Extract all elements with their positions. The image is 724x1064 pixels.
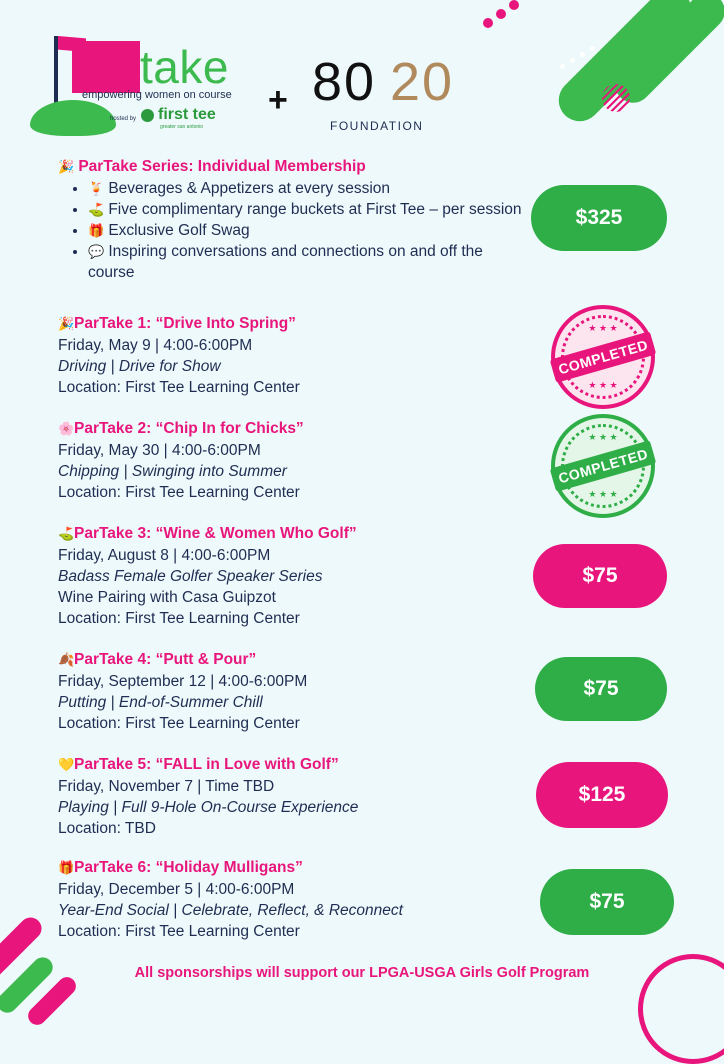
membership-section <box>58 156 528 283</box>
perk-text: Exclusive Golf Swag <box>108 222 250 239</box>
event-title-text: ParTake 1: “Drive Into Spring” <box>74 315 296 332</box>
logo-hosted-by: hosted by <box>110 116 137 122</box>
event-theme: Year-End Social | Celebrate, Reflect, & Reconnect <box>58 902 403 919</box>
logo-brand-part1: par <box>72 41 140 93</box>
event-extra: Wine Pairing with Casa Guipzot <box>58 589 276 606</box>
leaves-icon: 🍂 <box>58 652 75 667</box>
party-icon: 🎉 <box>58 316 75 331</box>
event-date: Friday, December 5 | 4:00-6:00PM <box>58 881 295 898</box>
event-location: Location: First Tee Learning Center <box>58 715 300 732</box>
event-4 <box>58 649 307 734</box>
event-date: Friday, September 12 | 4:00-6:00PM <box>58 673 308 690</box>
membership-title <box>58 156 528 178</box>
event-title <box>58 523 357 545</box>
first-tee-icon <box>141 109 154 122</box>
event-title-text: ParTake 6: “Holiday Mulligans” <box>74 859 303 876</box>
list-item <box>88 241 528 283</box>
event-location: Location: First Tee Learning Center <box>58 484 300 501</box>
event-3-price-button[interactable]: $75 <box>533 544 667 608</box>
event-title <box>58 418 304 440</box>
event-3 <box>58 523 357 629</box>
event-theme: Badass Female Golfer Speaker Series <box>58 568 323 585</box>
speech-bubble-icon: 💬 <box>88 244 105 259</box>
event-theme: Driving | Drive for Show <box>58 358 221 375</box>
event-theme: Playing | Full 9-Hole On-Course Experience <box>58 799 359 816</box>
logo-tagline: empowering women on course <box>82 89 232 101</box>
membership-title-text: ParTake Series: Individual Membership <box>78 158 366 175</box>
decor-striped-circle <box>602 84 630 112</box>
event-theme: Putting | End-of-Summer Chill <box>58 694 263 711</box>
event-date: Friday, November 7 | Time TBD <box>58 778 275 795</box>
plus-sign: + <box>268 81 288 119</box>
stars-icon: ★ ★ ★ <box>588 432 618 442</box>
event-5 <box>58 754 358 839</box>
event-5-price-button[interactable]: $125 <box>536 762 668 828</box>
membership-price-button[interactable]: $325 <box>531 185 667 251</box>
footer-note: All sponsorships will support our LPGA-USGA Girls Golf Program <box>134 965 590 981</box>
event-title <box>58 649 307 671</box>
completed-stamp <box>551 414 655 518</box>
event-date: Friday, May 9 | 4:00-6:00PM <box>58 337 253 354</box>
flower-icon: 🌸 <box>58 421 75 436</box>
event-6-price-button[interactable]: $75 <box>540 869 674 935</box>
event-title <box>58 313 300 335</box>
event-location: Location: First Tee Learning Center <box>58 923 300 940</box>
gift-icon: 🎁 <box>58 860 75 875</box>
event-4-price-button[interactable]: $75 <box>535 657 667 721</box>
perk-text: Inspiring conversations and connections on and off the course <box>88 243 483 281</box>
first-tee-subtitle: greater san antonio <box>160 124 204 130</box>
stamp-label: COMPLETED <box>550 440 657 492</box>
foundation-number-80: 80 <box>312 52 377 112</box>
list-item <box>88 199 528 220</box>
event-2 <box>58 418 304 503</box>
first-tee-logo: first tee <box>158 106 216 123</box>
completed-stamp <box>551 305 655 409</box>
foundation-label: FOUNDATION <box>330 119 424 133</box>
event-title-text: ParTake 4: “Putt & Pour” <box>74 651 257 668</box>
stars-icon: ★ ★ ★ <box>588 489 618 499</box>
list-item <box>88 178 528 199</box>
golf-flag-icon: ⛳ <box>58 526 75 541</box>
event-title <box>58 754 358 776</box>
event-date: Friday, August 8 | 4:00-6:00PM <box>58 547 271 564</box>
event-location: Location: First Tee Learning Center <box>58 379 300 396</box>
event-location: Location: TBD <box>58 820 156 837</box>
stars-icon: ★ ★ ★ <box>588 380 618 390</box>
golf-flag-icon: ⛳ <box>88 202 105 217</box>
event-title-text: ParTake 2: “Chip In for Chicks” <box>74 420 304 437</box>
event-title <box>58 857 403 879</box>
event-6 <box>58 857 403 942</box>
event-location: Location: First Tee Learning Center <box>58 610 300 627</box>
partake-logo <box>72 41 229 93</box>
decor-white-dots <box>560 44 620 74</box>
logo-green-icon <box>30 100 116 136</box>
membership-perks <box>58 178 528 283</box>
stars-icon: ★ ★ ★ <box>588 323 618 333</box>
event-title-text: ParTake 3: “Wine & Women Who Golf” <box>74 525 357 542</box>
list-item <box>88 220 528 241</box>
decor-dot <box>509 0 519 10</box>
logo-brand-part2: take <box>139 41 229 93</box>
event-theme: Chipping | Swinging into Summer <box>58 463 287 480</box>
decor-dot <box>483 18 493 28</box>
foundation-number-20: 20 <box>390 52 455 112</box>
cocktail-icon: 🍹 <box>88 181 105 196</box>
gift-icon: 🎁 <box>88 223 105 238</box>
event-title-text: ParTake 5: “FALL in Love with Golf” <box>74 756 339 773</box>
party-icon: 🎉 <box>58 159 75 174</box>
heart-icon: 💛 <box>58 757 75 772</box>
decor-dot <box>496 9 506 19</box>
perk-text: Five complimentary range buckets at First Tee – per session <box>108 201 522 218</box>
stamp-label: COMPLETED <box>550 331 657 383</box>
perk-text: Beverages & Appetizers at every session <box>108 180 391 197</box>
event-date: Friday, May 30 | 4:00-6:00PM <box>58 442 261 459</box>
event-1 <box>58 313 300 398</box>
